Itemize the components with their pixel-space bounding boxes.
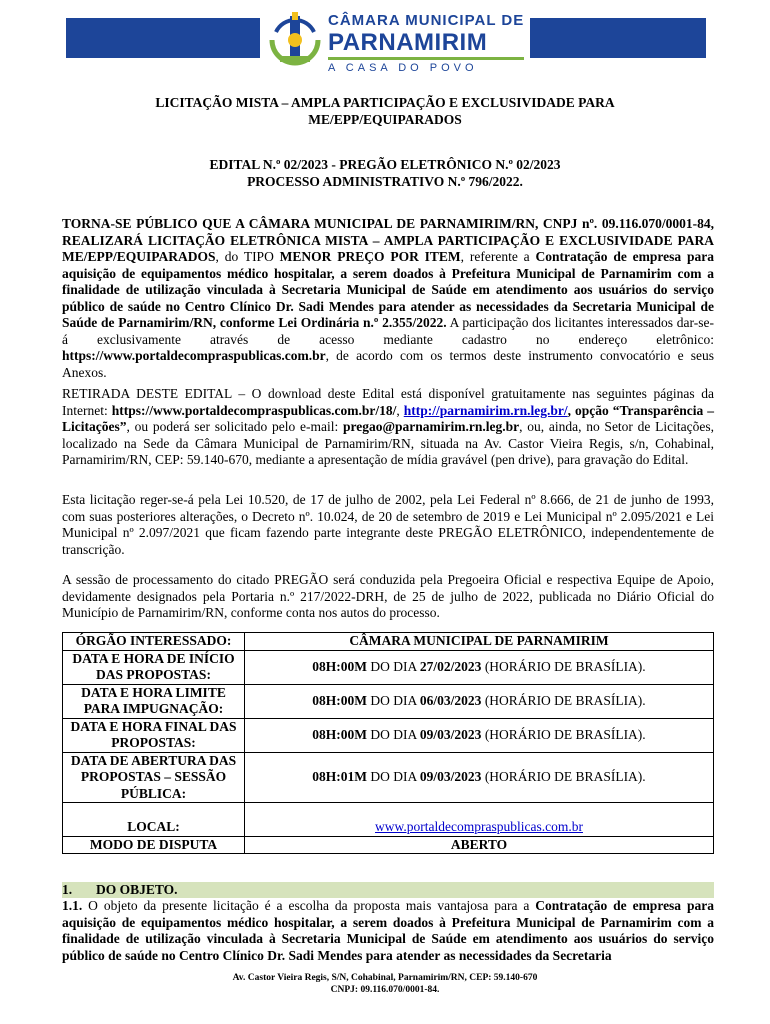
table-value bbox=[245, 803, 714, 837]
logo-line-camara: CÂMARA MUNICIPAL DE bbox=[328, 12, 525, 29]
processo-number: PROCESSO ADMINISTRATIVO N.º 796/2022. bbox=[247, 174, 523, 189]
table-value bbox=[245, 650, 714, 684]
camara-emblem-icon bbox=[266, 10, 324, 70]
intro-text-1: , do TIPO bbox=[215, 249, 280, 264]
orgao-value: CÂMARA MUNICIPAL DE PARNAMIRIM bbox=[349, 633, 609, 648]
portal-url: https://www.portaldecompraspublicas.com.br bbox=[62, 348, 326, 363]
portal-link[interactable]: www.portaldecompraspublicas.com.br bbox=[375, 819, 583, 834]
retirada-text-1: RETIRADA DESTE EDITAL – O download deste Edital está disponível gratuitamente nas seguintes páginas da Internet: bbox=[62, 386, 714, 418]
retirada-text-2: , bbox=[396, 402, 404, 418]
date-value: 09/03/2023 bbox=[419, 726, 482, 742]
value-text: DO DIA bbox=[367, 726, 420, 742]
table-label: DATA DE ABERTURA DAS PROPOSTAS – SESSÃO PÚBLICA: bbox=[63, 752, 245, 803]
table-label: LOCAL: bbox=[63, 803, 245, 837]
table-value bbox=[245, 633, 714, 651]
table-label: MODO DE DISPUTA bbox=[63, 836, 245, 854]
page-footer bbox=[60, 972, 710, 996]
date-value: 06/03/2023 bbox=[419, 692, 482, 708]
value-text: (HORÁRIO DE BRASÍLIA). bbox=[481, 769, 646, 784]
table-label: DATA E HORA DE INÍCIO DAS PROPOSTAS: bbox=[63, 650, 245, 684]
camara-site-link[interactable]: http://parnamirim.rn.leg.br/ bbox=[403, 402, 568, 418]
value-text: (HORÁRIO DE BRASÍLIA). bbox=[481, 726, 646, 742]
logo-line-parnamirim: PARNAMIRIM bbox=[328, 29, 488, 56]
value-text: DO DIA bbox=[367, 692, 420, 708]
footer-address: Av. Castor Vieira Regis, S/N, Cohabinal, Parnamirim/RN, CEP: 59.140-670 bbox=[232, 973, 538, 983]
value-text: DO DIA bbox=[367, 769, 420, 784]
time-value: 08H:00M bbox=[312, 726, 368, 742]
sessao-paragraph: A sessão de processamento do citado PREGÃO será conduzida pela Pregoeira Oficial e respectiva Equipe de Apoio, devidamente designados pela Portaria n.º 217/2022-DRH, de 25 de julho de 2022, publicada no Diário Oficial do Município de Parnamirim/RN, conforme conta nos autos do processo. bbox=[62, 572, 714, 620]
clause-number: 1.1. bbox=[62, 898, 83, 913]
retirada-bold-2: , opção “Transparência – Licitações” bbox=[62, 402, 714, 434]
edital-number: EDITAL N.º 02/2023 - PREGÃO ELETRÔNICO N.º 02/2023 bbox=[209, 157, 561, 172]
value-text: DO DIA bbox=[367, 658, 420, 674]
table-row bbox=[63, 718, 714, 752]
time-value: 08H:01M bbox=[312, 769, 368, 784]
pregao-email: pregao@parnamirim.rn.leg.br bbox=[342, 419, 520, 434]
edital-heading bbox=[60, 156, 710, 190]
table-label: DATA E HORA LIMITE PARA IMPUGNAÇÃO: bbox=[63, 684, 245, 718]
intro-text-4: , de acordo com os termos deste instrumento convocatório e seus Anexos. bbox=[62, 348, 714, 380]
date-value: 27/02/2023 bbox=[419, 658, 482, 674]
table-label: DATA E HORA FINAL DAS PROPOSTAS: bbox=[63, 718, 245, 752]
modo-disputa-value: ABERTO bbox=[450, 836, 508, 852]
intro-paragraph bbox=[62, 216, 714, 381]
intro-bold-2: MENOR PREÇO POR ITEM bbox=[279, 249, 461, 264]
time-value: 08H:00M bbox=[312, 692, 368, 708]
table-value bbox=[245, 718, 714, 752]
document-title bbox=[60, 94, 710, 128]
info-table bbox=[62, 632, 714, 854]
intro-text-2: , referente a bbox=[460, 249, 536, 264]
table-row bbox=[63, 836, 714, 854]
time-value: 08H:00M bbox=[312, 658, 368, 674]
title-line-2: ME/EPP/EQUIPARADOS bbox=[308, 112, 462, 127]
section-title: DO OBJETO. bbox=[96, 882, 178, 897]
camara-logo bbox=[260, 6, 530, 80]
leis-paragraph: Esta licitação reger-se-á pela Lei 10.520, de 17 de julho de 2002, pela Lei Federal nº 8.666, de 21 de junho de 1993, com suas posteriores alterações, o Decreto nº. 10.024, de 20 de setembro de 2019 e Lei Municipal nº 2.095/2021 e Lei Municipal nº 2.097/2021 que ficam fazendo parte integrante deste PREGÃO ELETRÔNICO, independentemente de transcrição. bbox=[62, 492, 714, 557]
intro-bold-3: Contratação de empresa para aquisição de equipamentos médico hospitalar, a serem doados à Prefeitura Municipal de Parnamirim com a finalidade de utilização vinculada à Secretaria Municipal de Saúde em atendimento aos usuários do serviço público de saúde no Centro Clínico Dr. Sadi Mendes para atender as necessidades da Secretaria Municipal de Saúde de Parnamirim/RN, conforme Lei Ordinária n.º 2.355/2022. bbox=[62, 249, 714, 330]
table-row bbox=[63, 650, 714, 684]
table-row bbox=[63, 752, 714, 803]
table-value bbox=[245, 752, 714, 803]
intro-bold-1: TORNA-SE PÚBLICO QUE A CÂMARA MUNICIPAL DE PARNAMIRIM/RN, CNPJ nº. 09.116.070/0001-84, REALIZARÁ LICITAÇÃO ELETRÔNICA MISTA – AMPLA PARTICIPAÇÃO E EXCLUSIVIDADE PARA ME/EPP/EQUIPARADOS bbox=[62, 216, 714, 264]
value-text: (HORÁRIO DE BRASÍLIA). bbox=[481, 658, 646, 674]
table-value bbox=[245, 836, 714, 854]
retirada-text-3: , ou poderá ser solicitado pelo e-mail: bbox=[126, 419, 343, 434]
logo-tagline: A CASA DO POVO bbox=[328, 62, 478, 74]
table-label: ÓRGÃO INTERESSADO: bbox=[63, 633, 245, 651]
retirada-text-4: , ou, ainda, no Setor de Licitações, localizado na Sede da Câmara Municipal de Parnamirim/RN, situada na Av. Castor Vieira Regis, s/n, Cohabinal, Parnamirim/RN, CEP: 59.140-670, mediante a apresentação de mídia gravável (pen drive), para gravação do Edital. bbox=[62, 419, 714, 467]
title-line-1: LICITAÇÃO MISTA – AMPLA PARTICIPAÇÃO E EXCLUSIVIDADE PARA bbox=[155, 95, 615, 110]
table-row bbox=[63, 684, 714, 718]
retirada-portal-url: https://www.portaldecompraspublicas.com.br/18/ bbox=[111, 402, 397, 418]
objeto-bold: Contratação de empresa para aquisição de equipamentos médico hospitalar, a serem doados à Prefeitura Municipal de Parnamirim com a finalidade de utilização vinculada à Secretaria Municipal de Saúde em atendimento aos usuários do serviço público de saúde no Centro Clínico Dr. Sadi Mendes para atender as necessidades da Secretaria bbox=[62, 898, 714, 963]
retirada-paragraph bbox=[62, 386, 714, 469]
table-row bbox=[63, 633, 714, 651]
logo-divider bbox=[328, 57, 524, 60]
table-row bbox=[63, 803, 714, 837]
date-value: 09/03/2023 bbox=[419, 769, 482, 784]
objeto-text: O objeto da presente licitação é a escolha da proposta mais vantajosa para a bbox=[82, 898, 536, 913]
table-value bbox=[245, 684, 714, 718]
value-text: (HORÁRIO DE BRASÍLIA). bbox=[481, 692, 646, 708]
footer-cnpj: CNPJ: 09.116.070/0001-84. bbox=[330, 985, 440, 995]
section-number: 1. bbox=[62, 882, 73, 897]
intro-text-3: A participação dos licitantes interessados dar-se-á exclusivamente através de acesso mediante cadastro no endereço eletrônico: bbox=[62, 315, 714, 347]
objeto-paragraph bbox=[62, 898, 714, 964]
